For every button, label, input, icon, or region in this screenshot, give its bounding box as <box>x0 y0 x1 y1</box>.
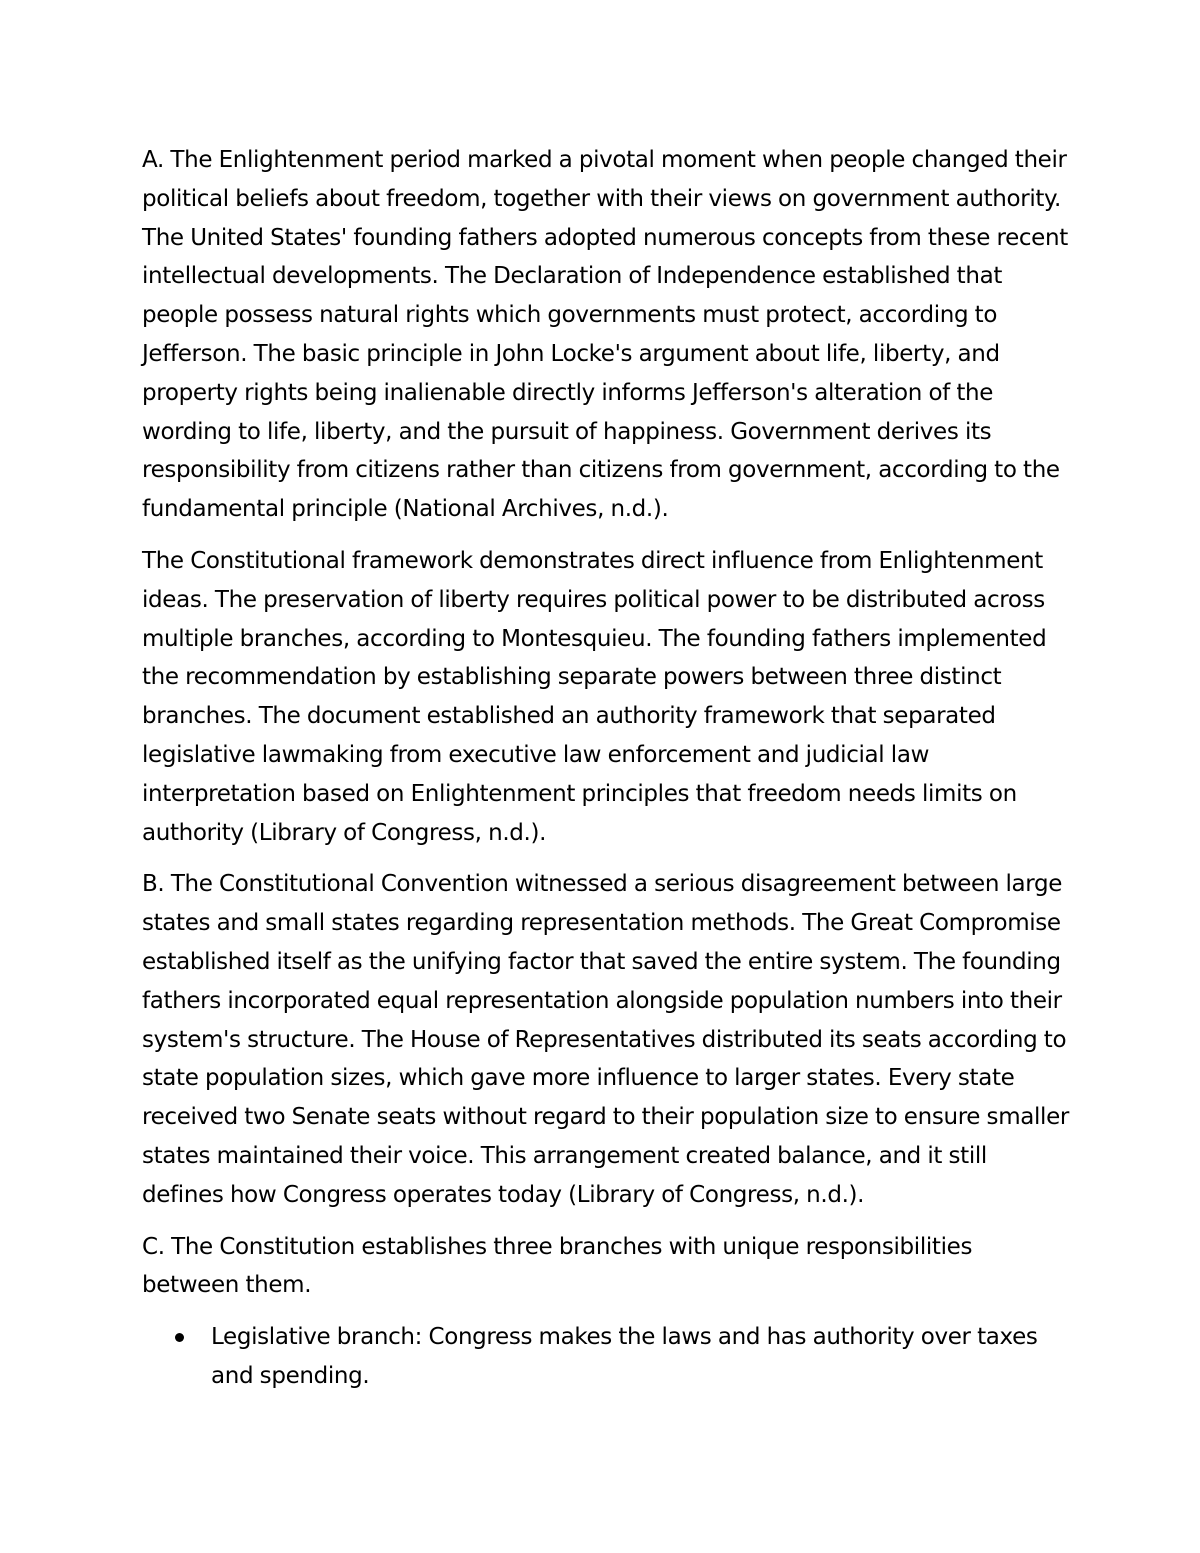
paragraph-a-enlightenment: A. The Enlightenment period marked a pivotal moment when people changed their political beliefs about freedom, together with their views on government authority. The United States' founding fathers adopted numerous concepts from these recent intellectual developments. The Declaration of Independence established that people possess natural rights which governments must protect, according to Jefferson. The basic principle in John Locke's argument about life, liberty, and property rights being inalienable directly informs Jefferson's alteration of the wording to life, liberty, and the pursuit of happiness. Government derives its responsibility from citizens rather than citizens from government, according to the fundamental principle (National Archives, n.d.). <box>142 147 1068 523</box>
paragraph-constitutional-framework: The Constitutional framework demonstrates direct influence from Enlightenment ideas. The preservation of liberty requires political power to be distributed across multiple branches, according to Montesquieu. The founding fathers implemented the recommendation by establishing separate powers between three distinct branches. The document established an authority framework that separated legislative lawmaking from executive law enforcement and judicial law interpretation based on Enlightenment principles that freedom needs limits on authority (Library of Congress, n.d.). <box>142 547 1047 846</box>
bullet-text: Legislative branch: Congress makes the laws and has authority over taxes and spending. <box>211 1324 1038 1389</box>
paragraph-b-great-compromise: B. The Constitutional Convention witnessed a serious disagreement between large states and small states regarding representation methods. The Great Compromise established itself as the unifying factor that saved the entire system. The founding fathers incorporated equal representation alongside population numbers into their system's structure. The House of Representatives distributed its seats according to state population sizes, which gave more influence to larger states. Every state received two Senate seats without regard to their population size to ensure smaller states maintained their voice. This arrangement created balance, and it still defines how Congress operates today (Library of Congress, n.d.). <box>142 871 1069 1208</box>
list-item <box>142 1318 1072 1396</box>
document-body <box>142 141 1072 1396</box>
paragraph-c-three-branches: C. The Constitution establishes three branches with unique responsibilities between them. <box>142 1233 973 1299</box>
bullet-icon <box>175 1333 184 1342</box>
branches-bullet-list <box>142 1318 1072 1396</box>
